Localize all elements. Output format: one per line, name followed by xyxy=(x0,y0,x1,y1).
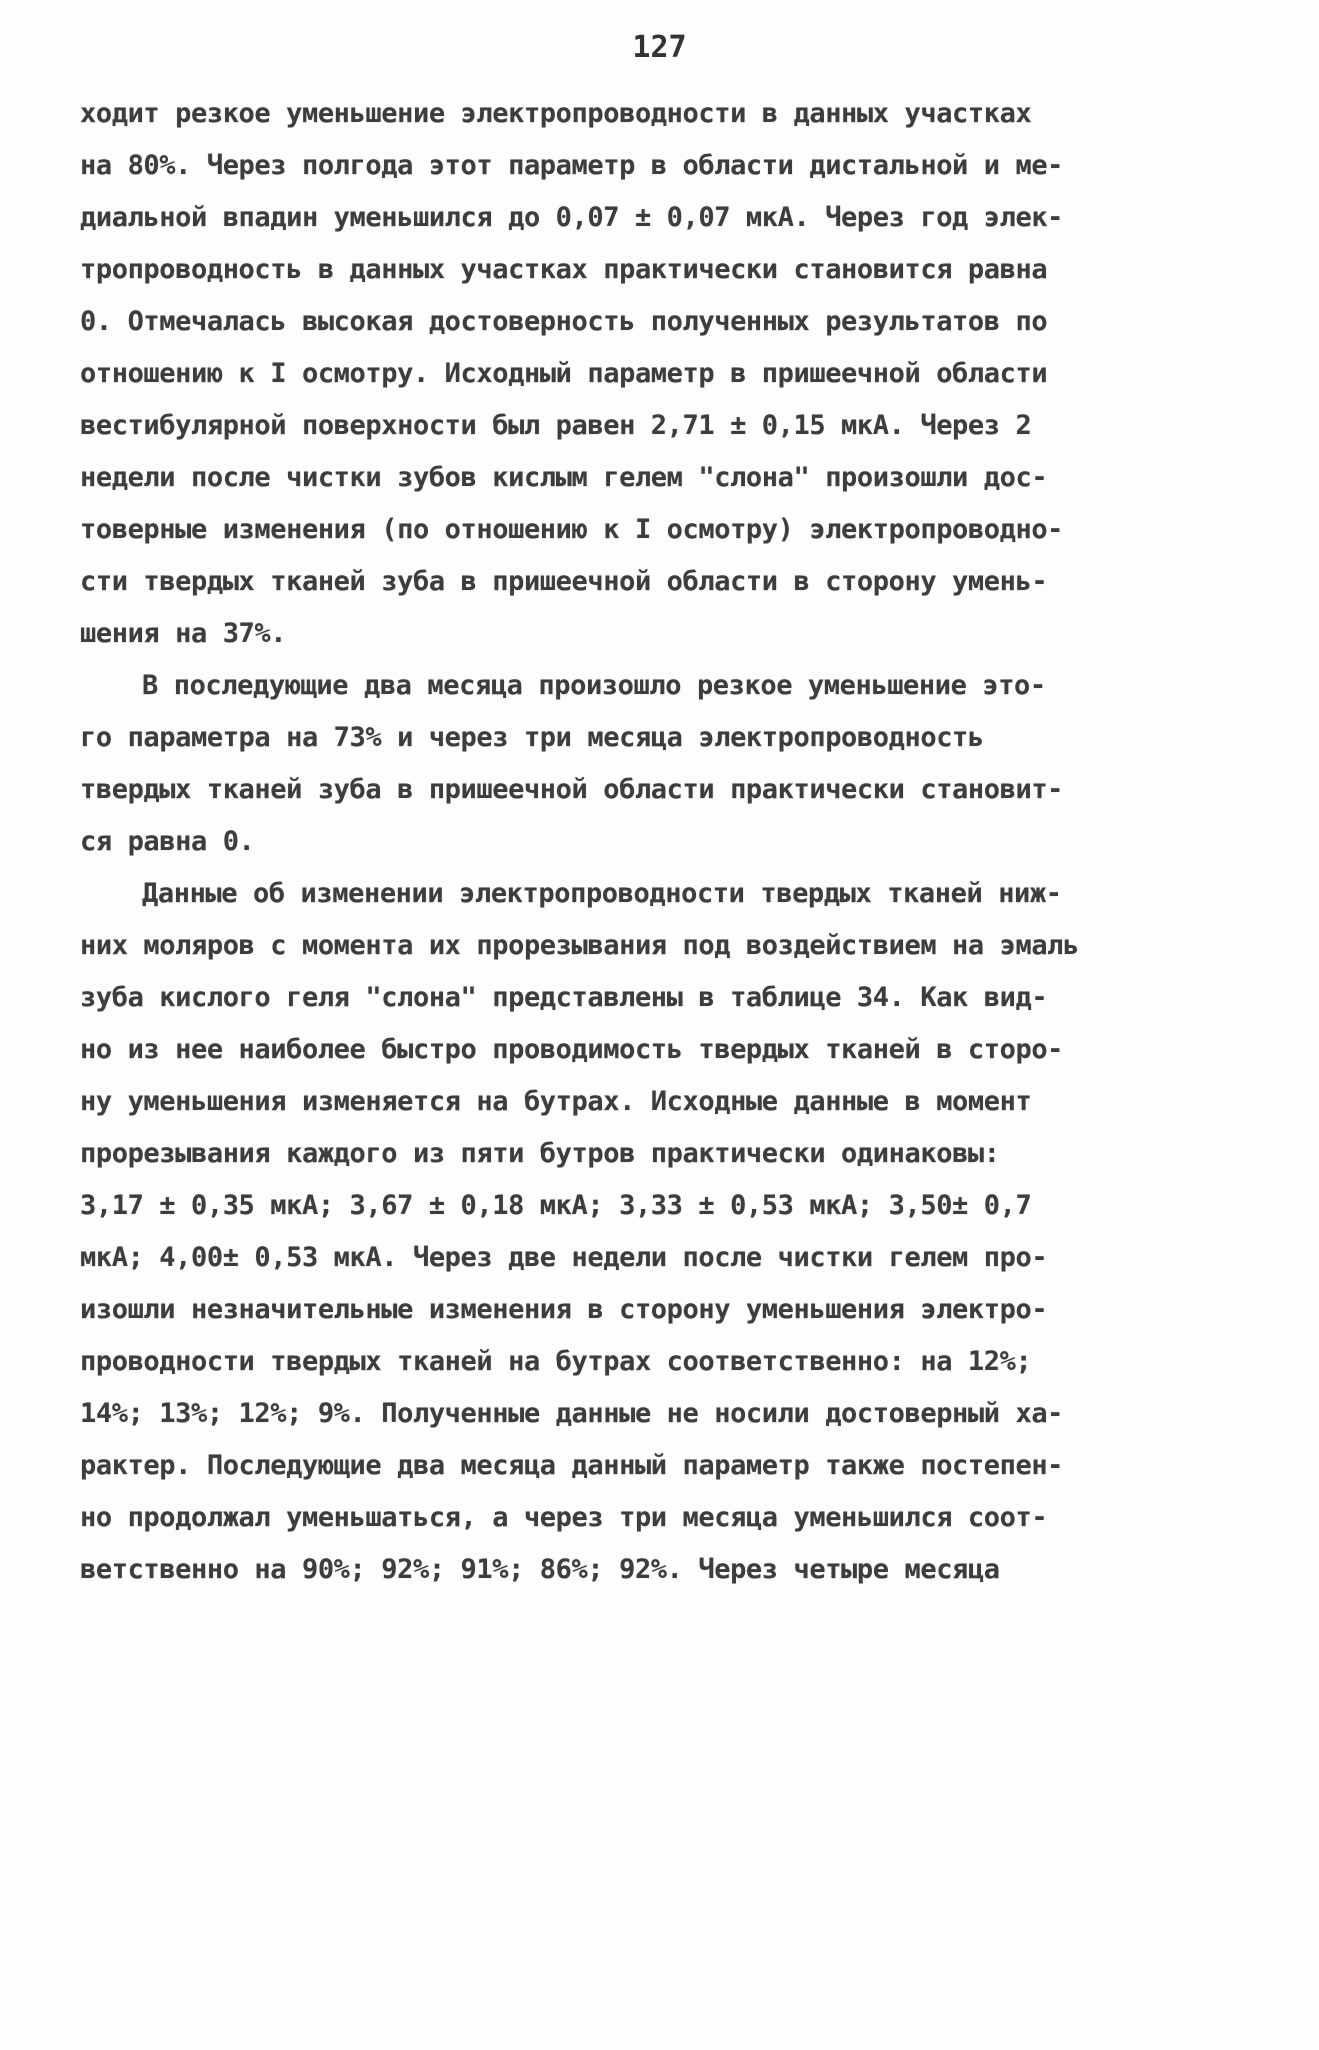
text-line: ветственно на 90%; 92%; 91%; 86%; 92%. Через четыре месяца xyxy=(80,1554,1000,1585)
text-line: диальной впадин уменьшился до 0,07 ± 0,07 мкА. Через год элек- xyxy=(80,202,1064,233)
paragraph-1 xyxy=(80,88,1260,660)
text-line: шения на 37%. xyxy=(80,618,287,649)
body-text xyxy=(80,88,1260,1596)
text-line: сти твердых тканей зуба в пришеечной области в сторону умень- xyxy=(80,566,1048,597)
text-line: вестибулярной поверхности был равен 2,71 ± 0,15 мкА. Через 2 xyxy=(80,410,1032,441)
text-line: ся равна 0. xyxy=(80,826,255,857)
text-line: отношению к I осмотру. Исходный параметр в пришеечной области xyxy=(80,358,1048,389)
text-line: прорезывания каждого из пяти бутров практически одинаковы: xyxy=(80,1138,1000,1169)
text-line: твердых тканей зуба в пришеечной области практически становит- xyxy=(80,774,1064,805)
text-line: проводности твердых тканей на бутрах соответственно: на 12%; xyxy=(80,1346,1032,1377)
text-line: рактер. Последующие два месяца данный параметр также постепен- xyxy=(80,1450,1064,1481)
text-line: 3,17 ± 0,35 мкА; 3,67 ± 0,18 мкА; 3,33 ± 0,53 мкА; 3,50± 0,7 xyxy=(80,1190,1032,1221)
paragraph-3 xyxy=(80,868,1260,1596)
text-line: В последующие два месяца произошло резкое уменьшение это- xyxy=(142,670,1046,701)
text-line: но продолжал уменьшаться, а через три месяца уменьшился соот- xyxy=(80,1502,1048,1533)
text-line: 14%; 13%; 12%; 9%. Полученные данные не носили достоверный ха- xyxy=(80,1398,1064,1429)
text-line: Данные об изменении электропроводности твердых тканей ниж- xyxy=(142,878,1062,909)
text-line: ну уменьшения изменяется на бутрах. Исходные данные в момент xyxy=(80,1086,1032,1117)
text-line: на 80%. Через полгода этот параметр в области дистальной и ме- xyxy=(80,150,1064,181)
text-line: изошли незначительные изменения в сторону уменьшения электро- xyxy=(80,1294,1048,1325)
page-number: 127 xyxy=(632,30,687,65)
text-line: тропроводность в данных участках практически становится равна xyxy=(80,254,1048,285)
text-line: мкА; 4,00± 0,53 мкА. Через две недели после чистки гелем про- xyxy=(80,1242,1048,1273)
text-line: товерные изменения (по отношению к I осмотру) электропроводно- xyxy=(80,514,1064,545)
paragraph-2 xyxy=(80,660,1260,868)
text-line: недели после чистки зубов кислым гелем "слона" произошли дос- xyxy=(80,462,1048,493)
text-line: но из нее наиболее быстро проводимость твердых тканей в сторо- xyxy=(80,1034,1064,1065)
text-line: них моляров с момента их прорезывания под воздействием на эмаль xyxy=(80,930,1079,961)
text-line: 0. Отмечалась высокая достоверность полученных результатов по xyxy=(80,306,1048,337)
text-line: зуба кислого геля "слона" представлены в таблице 34. Как вид- xyxy=(80,982,1048,1013)
text-line: го параметра на 73% и через три месяца электропроводность xyxy=(80,722,984,753)
text-line: ходит резкое уменьшение электропроводности в данных участках xyxy=(80,98,1032,129)
